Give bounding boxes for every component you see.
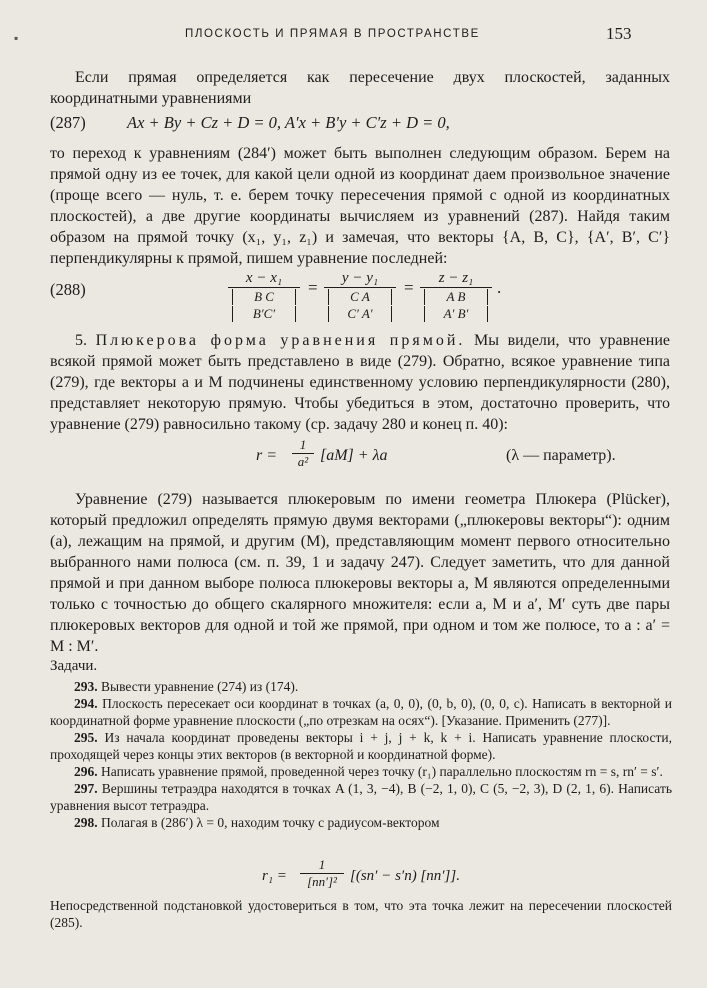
fraction-z <box>420 270 492 322</box>
problem-item <box>50 729 672 763</box>
plucker-paragraph: Уравнение (279) называется плюкеровым по имени геометра Плюкера (Plücker), который предложил определять прямую двумя векторами („плюкеровы векторы“): одним (a), лежащим на прямой, и другим (M), представляющим момент первого относительно выбранного нами полюса (см. п. 39, 1 и задачу 247). Следует заметить, что для данной прямой и при данном выборе полюса плюкеровы векторы a, M являются определенными только с точностью до общего скалярного множителя: если a, M и a′, M′ суть две пары плюкеровых векторов для одной и той же прямой, при одном и том же полюсе, то a : a′ = M : M′. <box>50 491 670 655</box>
numerator: z − z₁ <box>420 270 492 288</box>
problem-number: 294. <box>74 696 98 711</box>
problem-number: 298. <box>74 815 98 830</box>
equation-lhs: r₁ = <box>262 868 287 884</box>
section-heading: Плюкерова форма уравнения прямой. <box>95 332 466 349</box>
determinant-bottom: B′C′ <box>232 306 296 322</box>
paragraph-after-287: то переход к уравнениям (284′) может быть выполнен следующим образом. Берем на прямой одну из ее точек, для какой цели одной из координат даем произвольное значение (проще всего — нуль, т. е. берем точку пересечения прямой с одной из координатных плоскостей), а две другие координаты вычисляем из уравнений (287). Найдя таким образом на прямой точку (x₁, y₁, z₁) и замечая, что векторы {A, B, C}, {A′, B′, C′} перпендикулярны к прямой, пишем уравнение последней: <box>50 145 670 267</box>
problem-item <box>50 763 672 780</box>
period: . <box>497 278 502 297</box>
problem-text: Полагая в (286′) λ = 0, находим точку с радиусом-вектором <box>101 815 440 830</box>
numerator: x − x₁ <box>228 270 300 288</box>
equation-formula: Ax + By + Cz + D = 0, A′x + B′y + C′z + D = 0, <box>127 113 450 132</box>
determinant-top: A B <box>424 289 488 305</box>
running-title: ПЛОСКОСТЬ И ПРЯМАЯ В ПРОСТРАНСТВЕ <box>185 28 480 40</box>
determinant-bottom: C′ A′ <box>328 306 392 322</box>
section-text: Мы видели, что уравнение всякой прямой может быть представлено в виде (279). Обратно, всякое уравнение типа (279), где векторы a и M подчинены единственному условию перпендикулярности (280), представляет некоторую прямую. Чтобы убедиться в этом, достаточно проверить, что уравнение (279) равносильно такому (ср. задачу 280 и конец п. 40): <box>50 332 671 433</box>
equals-sign: = <box>308 278 318 297</box>
equation-287 <box>50 113 680 137</box>
scan-speck: ▪ <box>14 31 19 45</box>
denominator: a² <box>297 454 309 469</box>
denominator: [nn′]² <box>307 874 337 889</box>
problems-heading: Задачи. <box>50 658 98 674</box>
problem-text: Плоскость пересекает оси координат в точках (a, 0, 0), (0, b, 0), (0, 0, c). Написать в векторной и координатной форме уравнение плоскости („по отрезкам на осях“). [Указание. Применить (277)]. <box>50 696 672 728</box>
problem-number: 297. <box>74 781 98 796</box>
fraction <box>300 857 344 890</box>
fraction-y <box>324 270 396 322</box>
problem-text: Вершины тетраэдра находятся в точках A (1, 3, −4), B (−2, 1, 0), C (5, −2, 3), D (2, 1, 6). Написать уравнения высот тетраэдра. <box>50 781 673 813</box>
problem-list <box>50 678 672 831</box>
fraction-x <box>228 270 300 322</box>
problem-number: 295. <box>74 730 98 745</box>
numerator: y − y₁ <box>324 270 396 288</box>
determinant-top: C A <box>328 289 392 305</box>
problem-text: Написать уравнение прямой, проведенной через точку (r₁) параллельно плоскостям rn = s, rn′ = s′. <box>101 764 663 779</box>
determinant-bottom: A′ B′ <box>424 306 488 322</box>
equation-label: (288) <box>50 280 86 299</box>
equation-note: (λ — параметр). <box>506 447 616 464</box>
problem-item <box>50 678 672 695</box>
problem-text: Из начала координат проведены векторы i + j, j + k, k + i. Написать уравнение плоскости, проходящей через концы этих векторов (в векторной и координатной форме). <box>50 730 673 762</box>
running-header <box>0 24 707 46</box>
page-number: 153 <box>606 24 632 43</box>
section-5 <box>50 330 670 435</box>
closing-paragraph: Непосредственной подстановкой удостовериться в том, что эта точка лежит на пересечении плоскостей (285). <box>50 898 672 930</box>
determinant-top: B C <box>232 289 296 305</box>
equals-sign: = <box>404 278 414 297</box>
equation-label: (287) <box>50 113 86 132</box>
equation-rhs: [(sn′ − s′n) [nn′]]. <box>350 868 460 884</box>
problem-number: 293. <box>74 679 98 694</box>
numerator: 1 <box>300 857 344 874</box>
section-number: 5. <box>75 332 87 349</box>
problem-text: Вывести уравнение (274) из (174). <box>101 679 299 694</box>
intro-paragraph: Если прямая определяется как пересечение двух плоскостей, заданных координатными уравнениями <box>50 69 670 107</box>
fraction <box>292 437 314 470</box>
problem-item <box>50 814 672 831</box>
equation-lhs: r = <box>256 447 278 464</box>
numerator: 1 <box>292 437 314 454</box>
equation-rhs: [aM] + λa <box>320 447 388 464</box>
equation-288 <box>50 270 680 338</box>
problem-item <box>50 780 672 814</box>
problem-number: 296. <box>74 764 98 779</box>
problem-item <box>50 695 672 729</box>
